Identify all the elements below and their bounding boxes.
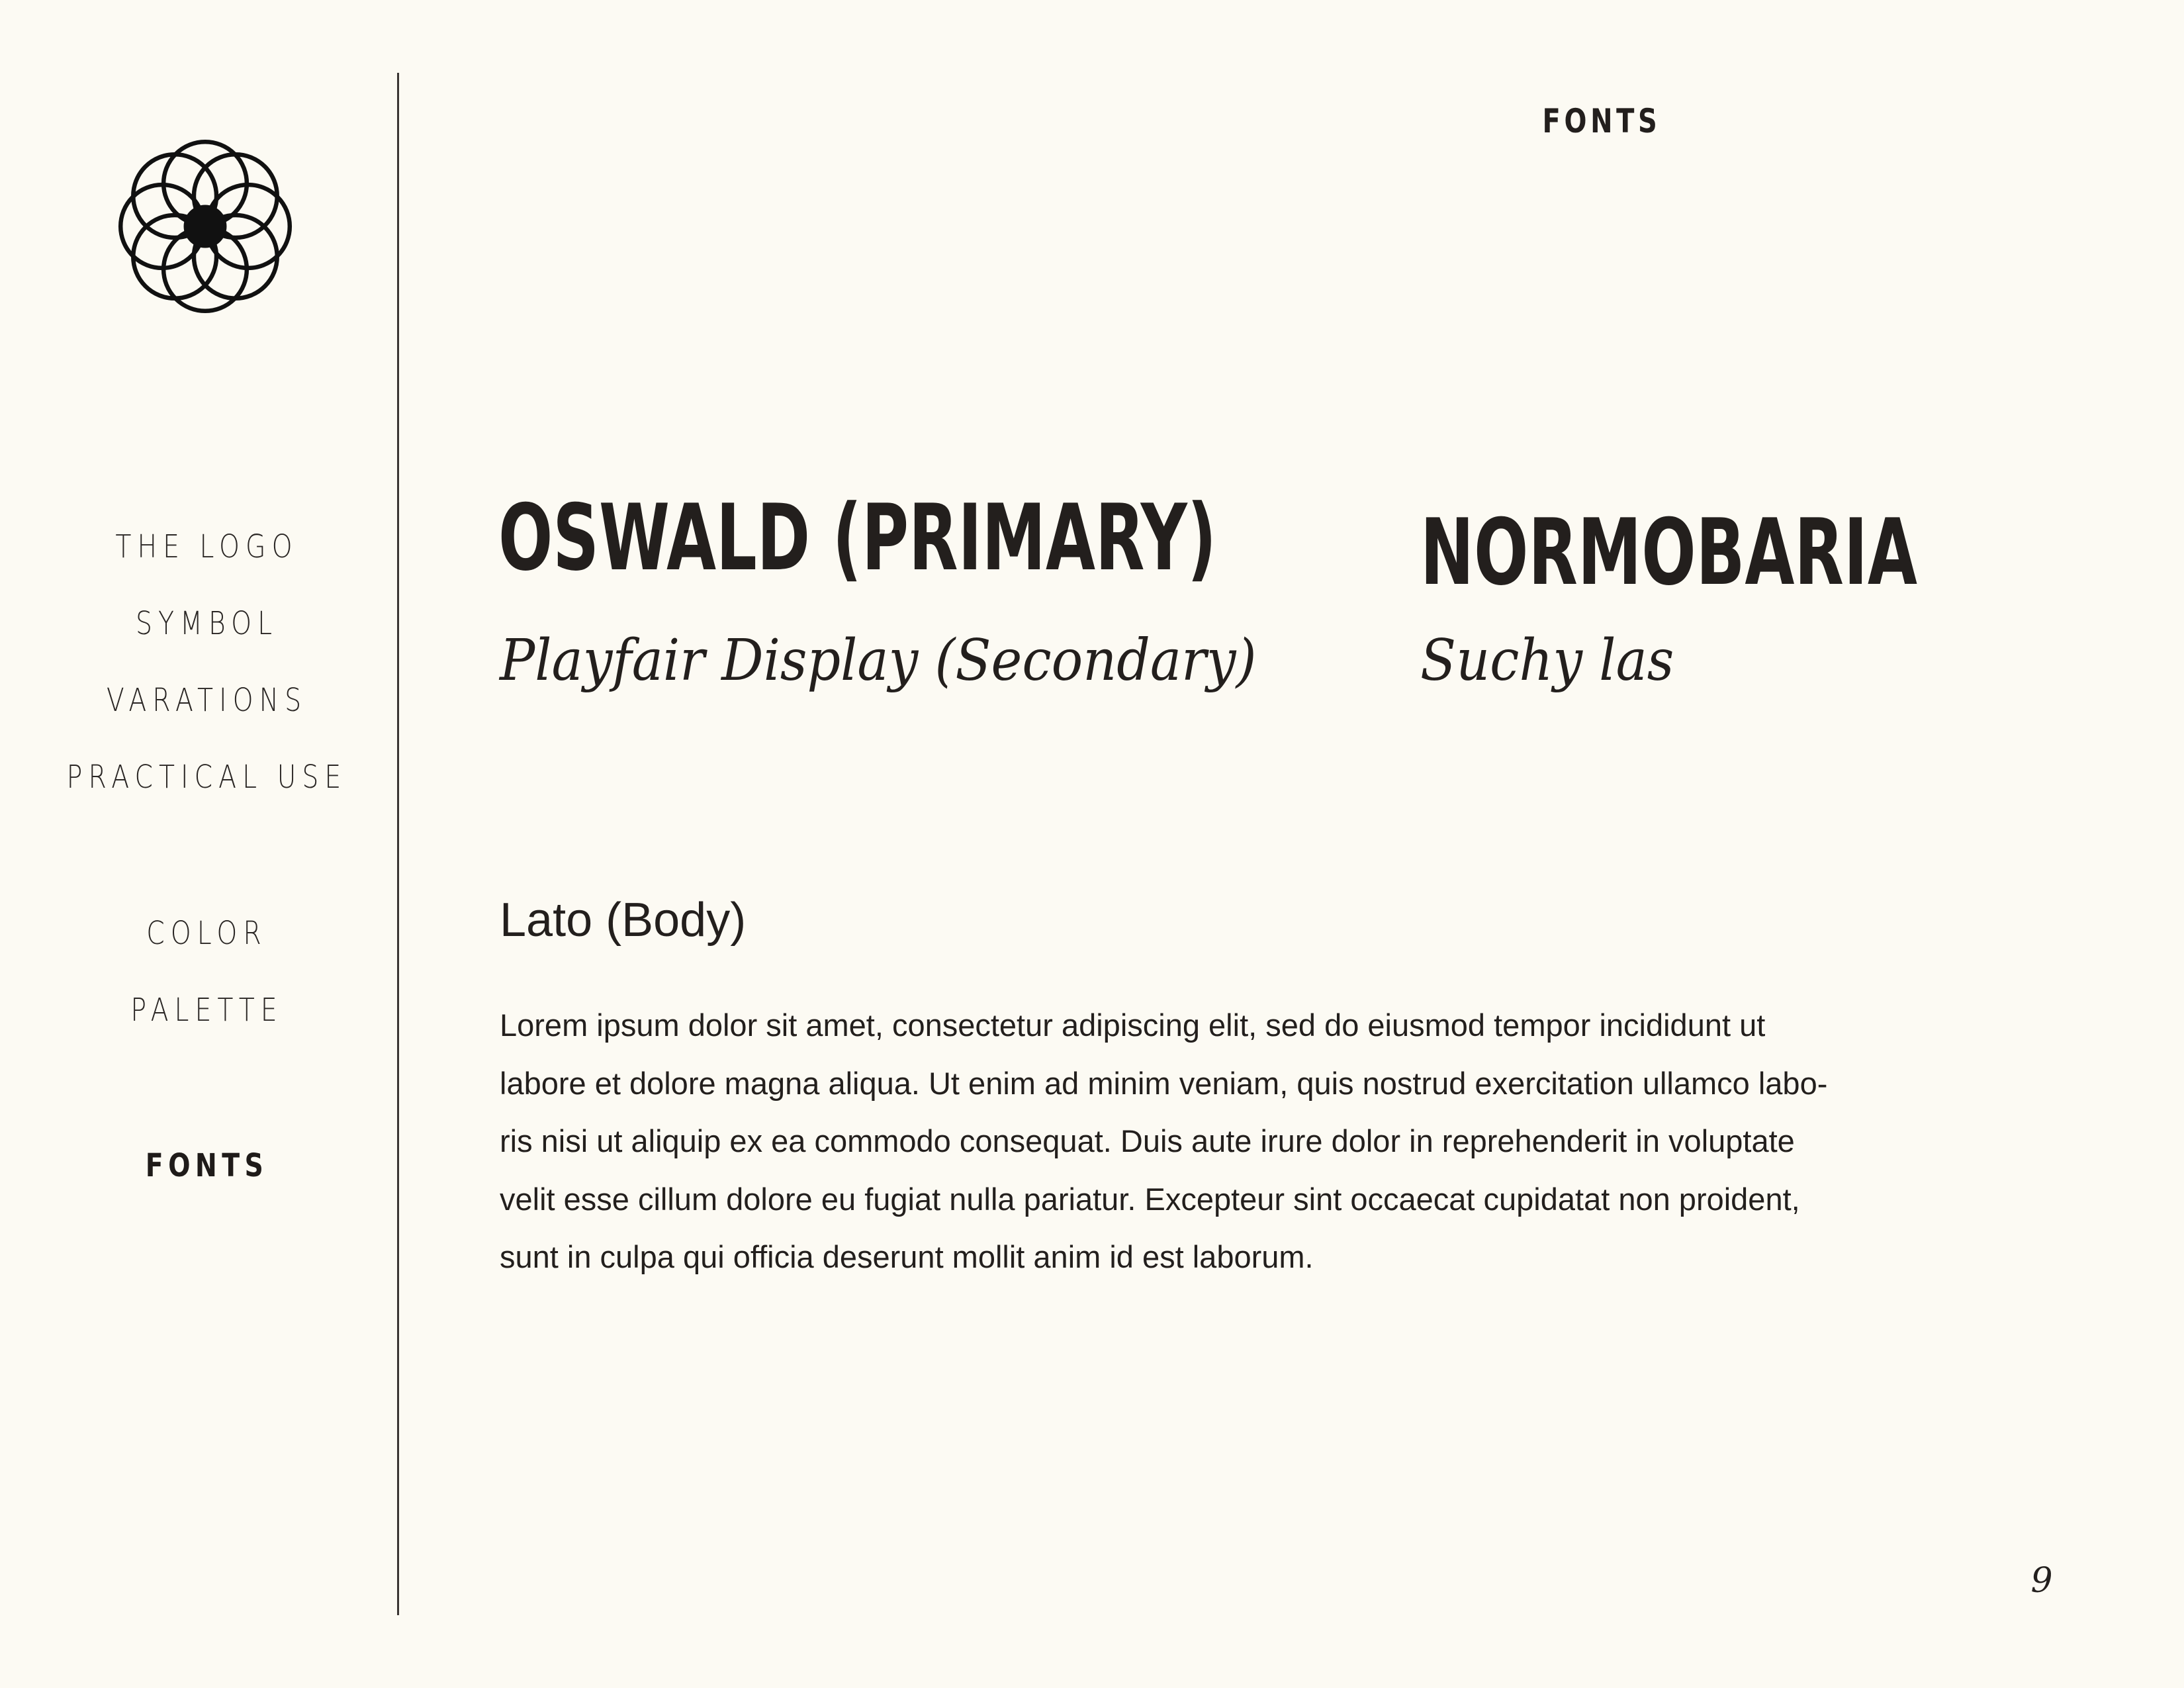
page-number: 9 (2030, 1561, 2053, 1601)
sidebar-item-fonts[interactable]: FONTS (145, 1147, 269, 1184)
body-font-name: Lato (Body) (500, 894, 747, 947)
sidebar-item-the-logo[interactable]: THE LOGO (115, 528, 298, 565)
sidebar-item-practical-use[interactable]: PRACTICAL USE (66, 759, 347, 796)
page-title: FONTS (1542, 102, 1661, 140)
primary-font-sample: NORMOBARIA (1420, 499, 1917, 606)
primary-font-name: OSWALD (PRIMARY) (498, 485, 1217, 591)
body-sample-line: ris nisi ut aliquip ex ea commodo consequat. Duis aute irure dolor in reprehenderit in voluptate (500, 1123, 1795, 1158)
sidebar-nav-color-section (0, 895, 414, 1049)
body-sample-line: Lorem ipsum dolor sit amet, consectetur adipiscing elit, sed do eiusmod tempor incididunt ut (500, 1008, 1766, 1043)
sidebar-item-varations[interactable]: VARATIONS (106, 682, 308, 719)
flower-icon (111, 132, 299, 320)
body-sample-line: labore et dolore magna aliqua. Ut enim ad minim veniam, quis nostrud exercitation ullamco labo- (500, 1065, 1828, 1101)
sidebar-item-palette[interactable]: PALETTE (130, 992, 283, 1029)
secondary-font-sample: Suchy las (1420, 628, 1674, 694)
body-sample-line: sunt in culpa qui officia deserunt mollit anim id est laborum. (500, 1239, 1314, 1274)
secondary-font-name: Playfair Display (Secondary) (500, 628, 1257, 694)
body-font-sample-paragraph (500, 996, 1896, 1286)
sidebar-item-symbol[interactable]: SYMBOL (135, 605, 279, 642)
sidebar-nav-logo-section (0, 508, 414, 816)
sidebar-item-color[interactable]: COLOR (146, 915, 267, 952)
body-sample-line: velit esse cillum dolore eu fugiat nulla pariatur. Excepteur sint occaecat cupidatat non proident, (500, 1181, 1800, 1217)
sidebar-divider (397, 73, 399, 1615)
sidebar-nav-fonts-section (0, 1127, 414, 1204)
